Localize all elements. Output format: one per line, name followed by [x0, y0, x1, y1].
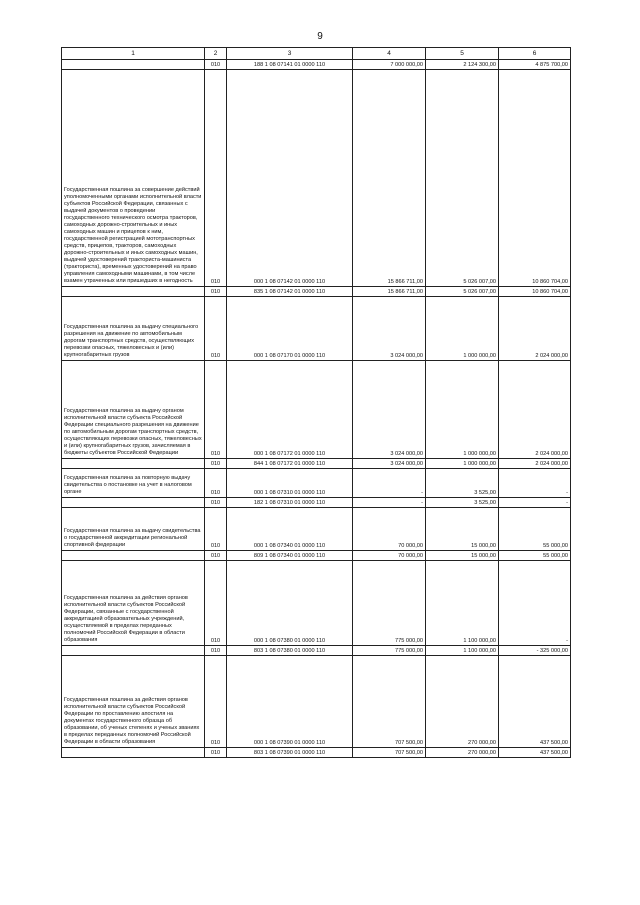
planned-amount-cell: -	[353, 498, 426, 508]
planned-amount-cell: 70 000,00	[353, 551, 426, 561]
col-header-6: 6	[499, 48, 571, 60]
desc-cell: Государственная пошлина за повторную выдачу свидетельства о постановке на учет в налоговом органе	[62, 469, 205, 498]
remaining-amount-cell: 437 500,00	[499, 748, 571, 758]
budget-code-cell: 844 1 08 07172 01 0000 110	[227, 459, 353, 469]
executed-amount-cell: 1 000 000,00	[426, 297, 499, 361]
desc-cell: Государственная пошлина за совершение действий уполномоченными органами исполнительной власти субъектов Российской Федерации, связанных с выдачей документов о проведении государственного технического осмотра тракторов, самоходных дорожно-строительных и иных самоходных машин и прицепов к ним, государственной регистрацией мототранспортных средств, прицепов, тракторов, самоходных дорожно-строительных и иных самоходных машин, выдачей удостоверений тракториста-машиниста (тракториста), временных удостоверений на право управления самоходными машинами, в том числе взамен утраченных или пришедших в негодность	[62, 70, 205, 287]
executed-amount-cell: 1 000 000,00	[426, 361, 499, 459]
planned-amount-cell: 15 866 711,00	[353, 70, 426, 287]
budget-code-cell: 000 1 08 07170 01 0000 110	[227, 297, 353, 361]
executed-amount-cell: 15 000,00	[426, 551, 499, 561]
budget-code-cell: 000 1 08 07310 01 0000 110	[227, 469, 353, 498]
executed-amount-cell: 2 124 300,00	[426, 60, 499, 70]
remaining-amount-cell: 437 500,00	[499, 656, 571, 748]
planned-amount-cell: 775 000,00	[353, 646, 426, 656]
line-code-cell: 010	[205, 498, 227, 508]
desc-cell	[62, 287, 205, 297]
planned-amount-cell: 7 000 000,00	[353, 60, 426, 70]
planned-amount-cell: 707 500,00	[353, 656, 426, 748]
budget-code-cell: 000 1 08 07340 01 0000 110	[227, 508, 353, 551]
executed-amount-cell: 1 000 000,00	[426, 459, 499, 469]
executed-amount-cell: 1 100 000,00	[426, 561, 499, 646]
planned-amount-cell: -	[353, 469, 426, 498]
remaining-amount-cell: -	[499, 469, 571, 498]
desc-cell	[62, 60, 205, 70]
desc-cell: Государственная пошлина за действия органов исполнительной власти субъектов Российской Федерации, связанные с государственной аккредитацией образовательных учреждений, осуществляемой в пределах переданных полномочий Российской Федерации в области образования	[62, 561, 205, 646]
planned-amount-cell: 3 024 000,00	[353, 297, 426, 361]
revenue-table	[61, 47, 571, 758]
table-row	[62, 459, 571, 469]
line-code-cell: 010	[205, 646, 227, 656]
col-header-2: 2	[205, 48, 227, 60]
budget-code-cell: 809 1 08 07340 01 0000 110	[227, 551, 353, 561]
line-code-cell: 010	[205, 287, 227, 297]
table-row	[62, 551, 571, 561]
executed-amount-cell: 5 026 007,00	[426, 70, 499, 287]
planned-amount-cell: 70 000,00	[353, 508, 426, 551]
planned-amount-cell: 3 024 000,00	[353, 361, 426, 459]
table-header-row	[62, 48, 571, 60]
table-row	[62, 60, 571, 70]
desc-cell: Государственная пошлина за выдачу специального разрешения на движение по автомобильным дорогам транспортных средств, осуществляющих перевозки опасных, тяжеловесных и (или) крупногабаритных грузов	[62, 297, 205, 361]
col-header-1: 1	[62, 48, 205, 60]
budget-code-cell: 000 1 08 07172 01 0000 110	[227, 361, 353, 459]
executed-amount-cell: 15 000,00	[426, 508, 499, 551]
table-row	[62, 646, 571, 656]
desc-cell	[62, 646, 205, 656]
desc-cell	[62, 498, 205, 508]
line-code-cell: 010	[205, 297, 227, 361]
remaining-amount-cell: -	[499, 498, 571, 508]
desc-cell	[62, 459, 205, 469]
table-row	[62, 561, 571, 646]
remaining-amount-cell: 2 024 000,00	[499, 459, 571, 469]
table-row	[62, 287, 571, 297]
table-row	[62, 656, 571, 748]
page-number: 9	[317, 31, 323, 42]
line-code-cell: 010	[205, 561, 227, 646]
table-row	[62, 469, 571, 498]
table-row	[62, 361, 571, 459]
col-header-3: 3	[227, 48, 353, 60]
executed-amount-cell: 5 026 007,00	[426, 287, 499, 297]
line-code-cell: 010	[205, 469, 227, 498]
planned-amount-cell: 3 024 000,00	[353, 459, 426, 469]
executed-amount-cell: 1 100 000,00	[426, 646, 499, 656]
line-code-cell: 010	[205, 656, 227, 748]
remaining-amount-cell: 2 024 000,00	[499, 297, 571, 361]
budget-code-cell: 835 1 08 07142 01 0000 110	[227, 287, 353, 297]
executed-amount-cell: 3 525,00	[426, 469, 499, 498]
table-row	[62, 70, 571, 287]
planned-amount-cell: 15 866 711,00	[353, 287, 426, 297]
planned-amount-cell: 707 500,00	[353, 748, 426, 758]
table-row	[62, 508, 571, 551]
budget-code-cell: 000 1 08 07390 01 0000 110	[227, 656, 353, 748]
line-code-cell: 010	[205, 551, 227, 561]
line-code-cell: 010	[205, 70, 227, 287]
remaining-amount-cell: -	[499, 561, 571, 646]
budget-code-cell: 000 1 08 07142 01 0000 110	[227, 70, 353, 287]
budget-code-cell: 803 1 08 07380 01 0000 110	[227, 646, 353, 656]
remaining-amount-cell: 2 024 000,00	[499, 361, 571, 459]
table-row	[62, 498, 571, 508]
remaining-amount-cell: 55 000,00	[499, 551, 571, 561]
budget-code-cell: 803 1 08 07390 01 0000 110	[227, 748, 353, 758]
remaining-amount-cell: 55 000,00	[499, 508, 571, 551]
line-code-cell: 010	[205, 748, 227, 758]
executed-amount-cell: 270 000,00	[426, 656, 499, 748]
executed-amount-cell: 3 525,00	[426, 498, 499, 508]
desc-cell: Государственная пошлина за действия органов исполнительной власти субъектов Российской Федерации по проставлению апостиля на документах государственного образца об образовании, об ученых степенях и ученых званиях в пределах переданных полномочий Российской Федерации в области образования	[62, 656, 205, 748]
table-row	[62, 297, 571, 361]
col-header-5: 5	[426, 48, 499, 60]
desc-cell: Государственная пошлина за выдачу свидетельства о государственной аккредитации региональной спортивной федерации	[62, 508, 205, 551]
line-code-cell: 010	[205, 459, 227, 469]
line-code-cell: 010	[205, 508, 227, 551]
planned-amount-cell: 775 000,00	[353, 561, 426, 646]
remaining-amount-cell: - 325 000,00	[499, 646, 571, 656]
remaining-amount-cell: 10 860 704,00	[499, 287, 571, 297]
line-code-cell: 010	[205, 60, 227, 70]
executed-amount-cell: 270 000,00	[426, 748, 499, 758]
budget-code-cell: 188 1 08 07141 01 0000 110	[227, 60, 353, 70]
budget-code-cell: 000 1 08 07380 01 0000 110	[227, 561, 353, 646]
col-header-4: 4	[353, 48, 426, 60]
table-row	[62, 748, 571, 758]
remaining-amount-cell: 10 860 704,00	[499, 70, 571, 287]
line-code-cell: 010	[205, 361, 227, 459]
desc-cell	[62, 748, 205, 758]
desc-cell: Государственная пошлина за выдачу органом исполнительной власти субъекта Российской Федерации специального разрешения на движение по автомобильным дорогам транспортных средств, осуществляющих перевозки опасных, тяжеловесных и (или) крупногабаритных грузов, зачисляемая в бюджеты субъектов Российской Федерации	[62, 361, 205, 459]
desc-cell	[62, 551, 205, 561]
remaining-amount-cell: 4 875 700,00	[499, 60, 571, 70]
budget-code-cell: 182 1 08 07310 01 0000 110	[227, 498, 353, 508]
